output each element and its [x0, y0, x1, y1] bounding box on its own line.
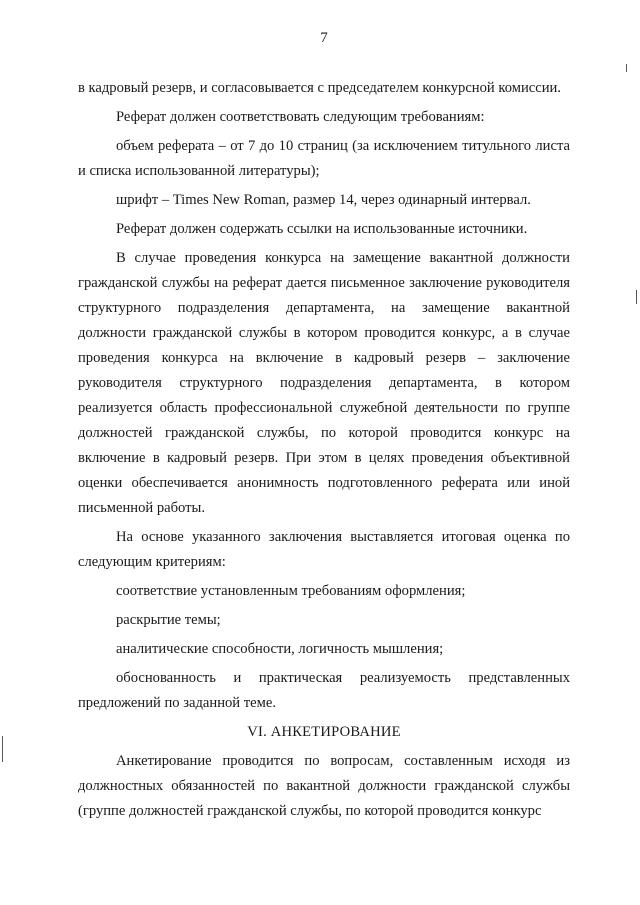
paragraph: шрифт – Times New Roman, размер 14, через одинарный интервал.: [116, 192, 531, 208]
paragraph: На основе указанного заключения выставляется итоговая оценка по следующим критериям:: [78, 529, 570, 570]
paragraph: Реферат должен соответствовать следующим требованиям:: [116, 109, 485, 125]
scan-artifact: [2, 736, 3, 762]
paragraph: Анкетирование проводится по вопросам, составленным исходя из должностных обязанностей по вакантной должности гражданской службы (группе должностей гражданской службы, по которой проводится конкурс: [78, 753, 570, 819]
section-heading: VI. АНКЕТИРОВАНИЕ: [247, 724, 401, 740]
paragraph: В случае проведения конкурса на замещение вакантной должности гражданской службы на реферат дается письменное заключение руководителя структурного подразделения департамента, на замещение вакантной должности гражданской службы в котором проводится конкурс, а в случае проведения конкурса на включение в кадровый резерв – заключение руководителя структурного подразделения департамента, в котором реализуется область профессиональной служебной деятельности по группе должностей гражданской службы, по которой проводится конкурс на включение в кадровый резерв. При этом в целях проведения объективной оценки обеспечивается анонимность подготовленного реферата или иной письменной работы.: [78, 250, 570, 516]
paragraph: раскрытие темы;: [116, 612, 221, 628]
paragraph: в кадровый резерв, и согласовывается с председателем конкурсной комиссии.: [78, 80, 562, 96]
section-body-text: [78, 749, 570, 824]
body-text: [78, 76, 570, 716]
page-number: 7: [320, 30, 328, 46]
scan-artifact: [636, 290, 637, 304]
paragraph: объем реферата – от 7 до 10 страниц (за исключением титульного листа и списка использованной литературы);: [78, 138, 570, 179]
paragraph: обоснованность и практическая реализуемость представленных предложений по заданной теме.: [78, 670, 570, 711]
document-page: [78, 30, 570, 828]
scan-artifact: [626, 64, 627, 72]
paragraph: аналитические способности, логичность мышления;: [116, 641, 444, 657]
paragraph: соответствие установленным требованиям оформления;: [116, 583, 466, 599]
paragraph: Реферат должен содержать ссылки на использованные источники.: [116, 221, 528, 237]
